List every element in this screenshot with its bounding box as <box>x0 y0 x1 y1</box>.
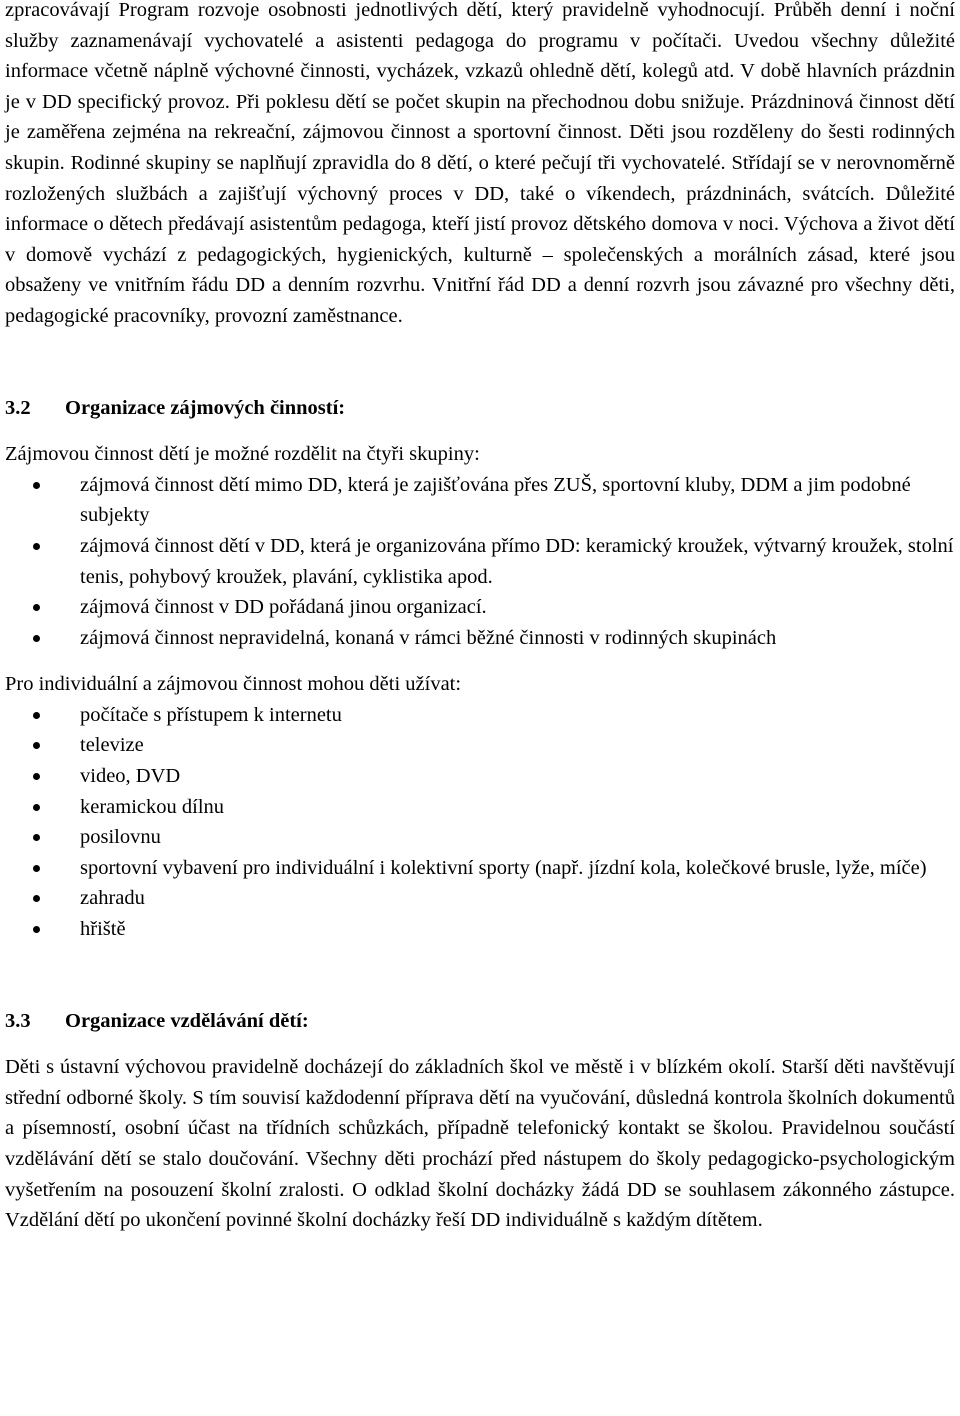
section-heading-3-2 <box>5 393 955 424</box>
intro-paragraph: zpracovávají Program rozvoje osobnosti jednotlivých dětí, který pravidelně vyhodnocují. Průběh denní i noční služby zaznamenávají vychovatelé a asistenti pedagoga do programu v počítači. Uvedou všechny důležité informace včetně náplně výchovné činnosti, vycházek, vzkazů ohledně dětí, kolegů atd. V době hlavních prázdnin je v DD specifický provoz. Při poklesu dětí se počet skupin na přechodnou dobu snižuje. Prázdninová činnost dětí je zaměřena zejména na rekreační, zájmovou činnost a sportovní činnost. Děti jsou rozděleny do šesti rodinných skupin. Rodinné skupiny se naplňují zpravidla do 8 dětí, o které pečují tři vychovatelé. Střídají se v nerovnoměrně rozložených službách a zajišťují výchovný proces v DD, také o víkendech, prázdninách, svátcích. Důležité informace o dětech předávají asistentům pedagoga, kteří jistí provoz dětského domova v noci. Výchova a život dětí v domově vychází z pedagogických, hygienických, kulturně – společenských a morálních zásad, které jsou obsaženy ve vnitřním řádu DD a denním rozvrhu. Vnitřní řád DD a denní rozvrh jsou závazné pro všechny děti, pedagogické pracovníky, provozní zaměstnance. <box>5 0 955 327</box>
list-item: zájmová činnost v DD pořádaná jinou organizací. <box>5 592 955 623</box>
list-item: zájmová činnost dětí v DD, která je organizována přímo DD: keramický kroužek, výtvarný kroužek, stolní tenis, pohybový kroužek, plavání, cyklistika apod. <box>5 531 955 592</box>
education-paragraph: Děti s ústavní výchovou pravidelně docházejí do základních škol ve městě i v blízkém okolí. Starší děti navštěvují střední odborné školy. S tím souvisí každodenní příprava dětí na vyučování, důsledná kontrola školních dokumentů a písemností, osobní účast na třídních schůzkách, případně telefonický kontakt se školou. Pravidelnou součástí vzdělávání dětí se stalo doučování. Všechny děti prochází před nástupem do školy pedagogicko-psychologickým vyšetřením na posouzení školní zralosti. O odklad školní docházky žádá DD se souhlasem zákonného zástupce. Vzdělání dětí po ukončení povinné školní docházky řeší DD individuálně s každým dítětem. <box>5 1056 955 1232</box>
section-title: Organizace zájmových činností: <box>65 396 346 419</box>
spacer <box>5 423 955 439</box>
list-item: počítače s přístupem k internetu <box>5 700 955 731</box>
list-item: sportovní vybavení pro individuální i kolektivní sporty (např. jízdní kola, kolečkové brusle, lyže, míče) <box>5 853 955 884</box>
list-item: posilovnu <box>5 822 955 853</box>
spacer <box>5 332 955 393</box>
section-number: 3.2 <box>5 396 31 419</box>
spacer <box>5 653 955 669</box>
list-item: keramickou dílnu <box>5 792 955 823</box>
spacer <box>5 1036 955 1052</box>
interest-groups-lead: Zájmovou činnost dětí je možné rozdělit na čtyři skupiny: <box>5 443 480 466</box>
section-number: 3.3 <box>5 1009 31 1032</box>
facilities-list <box>5 700 955 945</box>
interest-groups-list <box>5 470 955 654</box>
list-item: zahradu <box>5 883 955 914</box>
section-title: Organizace vzdělávání dětí: <box>65 1009 309 1032</box>
list-item: zájmová činnost nepravidelná, konaná v rámci běžné činnosti v rodinných skupinách <box>5 623 955 654</box>
facilities-lead: Pro individuální a zájmovou činnost mohou děti užívat: <box>5 673 462 696</box>
document-page <box>5 0 955 1236</box>
spacer <box>5 945 955 1006</box>
list-item: video, DVD <box>5 761 955 792</box>
list-item: hřiště <box>5 914 955 945</box>
section-heading-3-3 <box>5 1006 955 1037</box>
list-item: zájmová činnost dětí mimo DD, která je zajišťována přes ZUŠ, sportovní kluby, DDM a jim podobné subjekty <box>5 470 955 531</box>
list-item: televize <box>5 730 955 761</box>
